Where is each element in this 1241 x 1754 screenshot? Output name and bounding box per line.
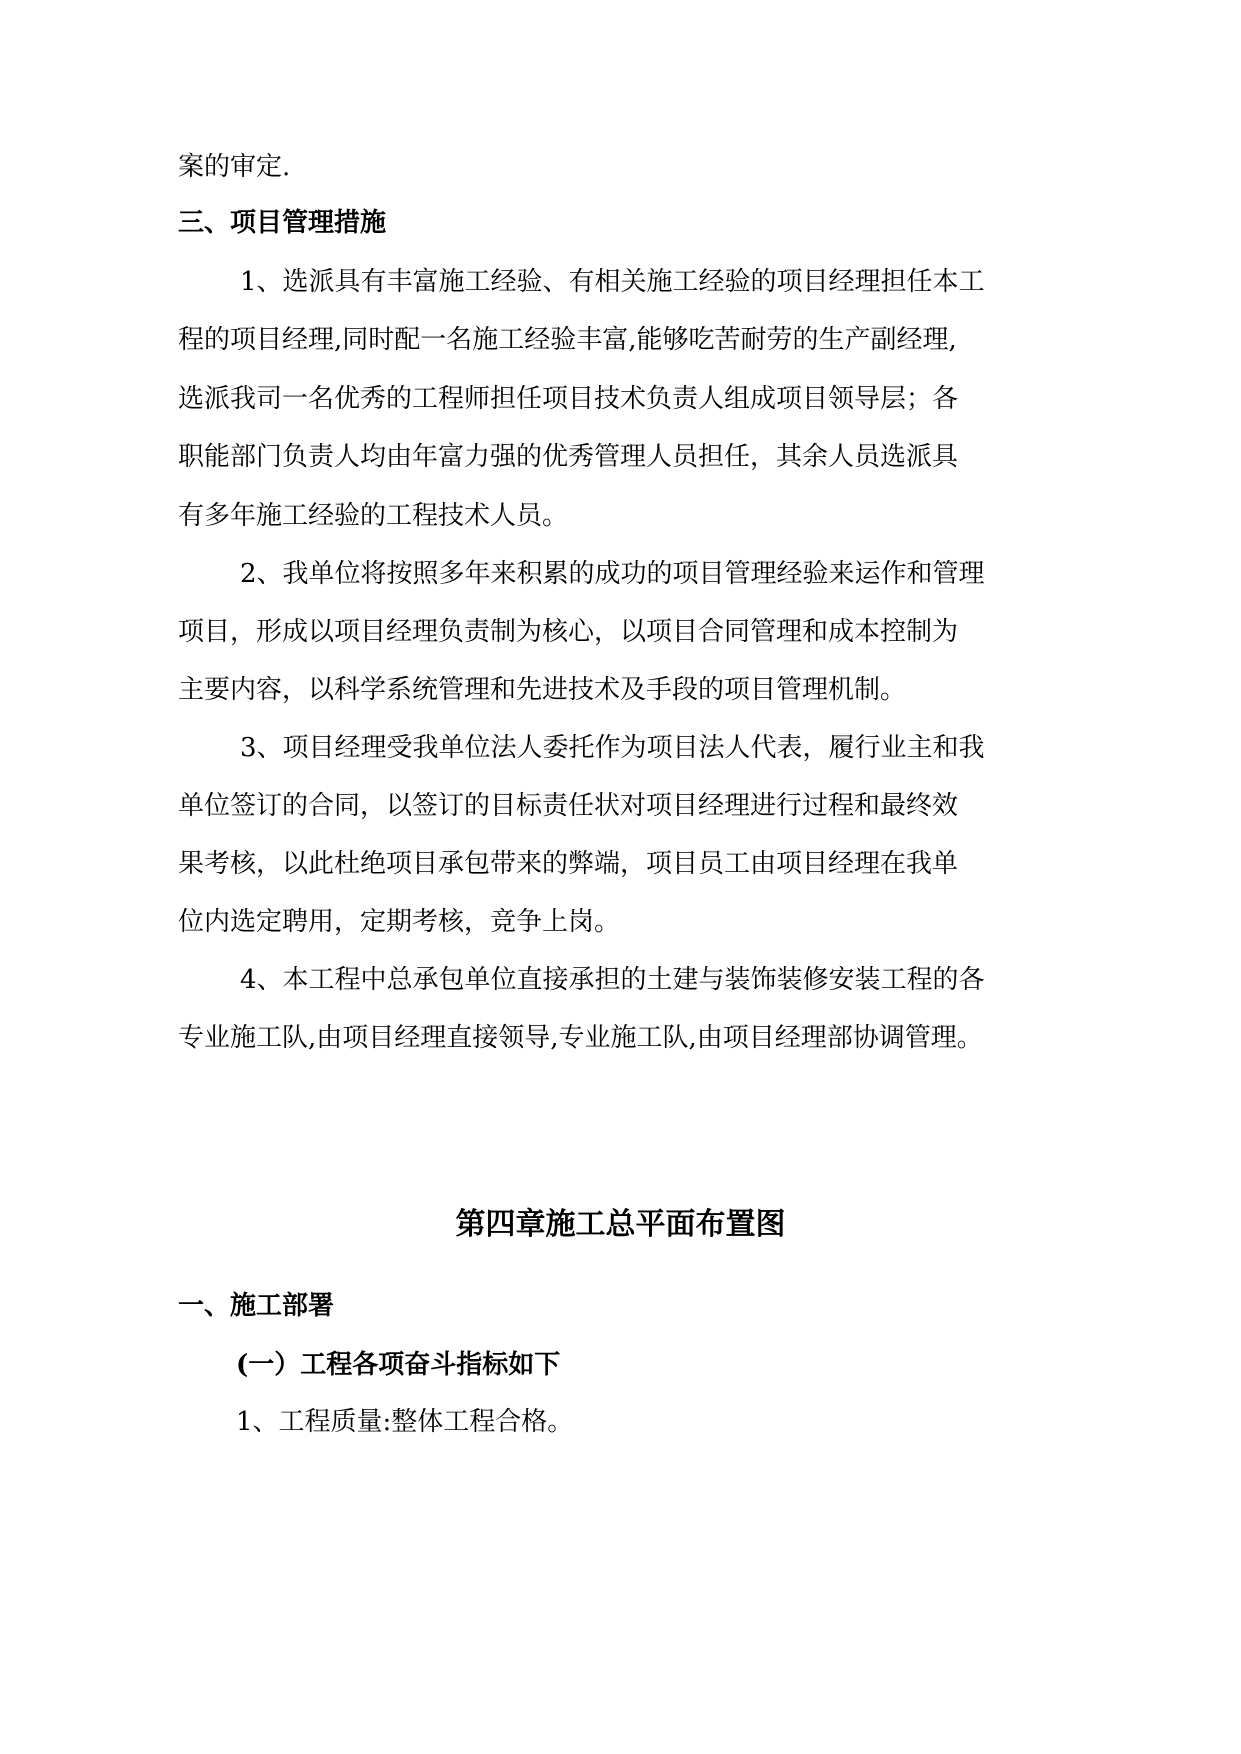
paragraph-3-line-3: 果考核，以此杜绝项目承包带来的弊端，项目员工由项目经理在我单 [178,849,959,879]
paragraph-3-line-4: 位内选定聘用，定期考核，竞争上岗。 [178,907,621,937]
paragraph-2-line-3: 主要内容，以科学系统管理和先进技术及手段的项目管理机制。 [178,675,907,705]
paragraph-1-line-4: 职能部门负责人均由年富力强的优秀管理人员担任，其余人员选派具 [178,442,959,472]
paragraph-3-line-1: 3、项目经理受我单位法人委托作为项目法人代表，履行业主和我 [240,733,985,763]
section-heading-management-measures: 三、项目管理措施 [178,208,387,238]
paragraph-2-line-1: 2、我单位将按照多年来积累的成功的项目管理经验来运作和管理 [240,559,985,589]
paragraph-3-line-2: 单位签订的合同，以签订的目标责任状对项目经理进行过程和最终效 [178,791,959,821]
target-item-quality: 1、工程质量:整体工程合格。 [236,1407,574,1437]
paragraph-4-line-1: 4、本工程中总承包单位直接承担的土建与装饰装修安装工程的各 [240,965,985,995]
paragraph-1-line-5: 有多年施工经验的工程技术人员。 [178,501,569,531]
paragraph-4-line-2: 专业施工队,由项目经理直接领导,专业施工队,由项目经理部协调管理。 [178,1023,983,1053]
intro-tail-text: 案的审定. [178,152,291,182]
section-heading-deployment: 一、施工部署 [178,1291,335,1321]
paragraph-1-line-3: 选派我司一名优秀的工程师担任项目技术负责人组成项目领导层；各 [178,384,959,414]
subsection-heading-targets: (一）工程各项奋斗指标如下 [236,1350,561,1380]
paragraph-1-line-1: 1、选派具有丰富施工经验、有相关施工经验的项目经理担任本工 [240,267,985,297]
paragraph-2-line-2: 项目，形成以项目经理负责制为核心，以项目合同管理和成本控制为 [178,617,959,647]
chapter-title: 第四章施工总平面布置图 [455,1207,786,1242]
paragraph-1-line-2: 程的项目经理,同时配一名施工经验丰富,能够吃苦耐劳的生产副经理, [178,325,957,355]
